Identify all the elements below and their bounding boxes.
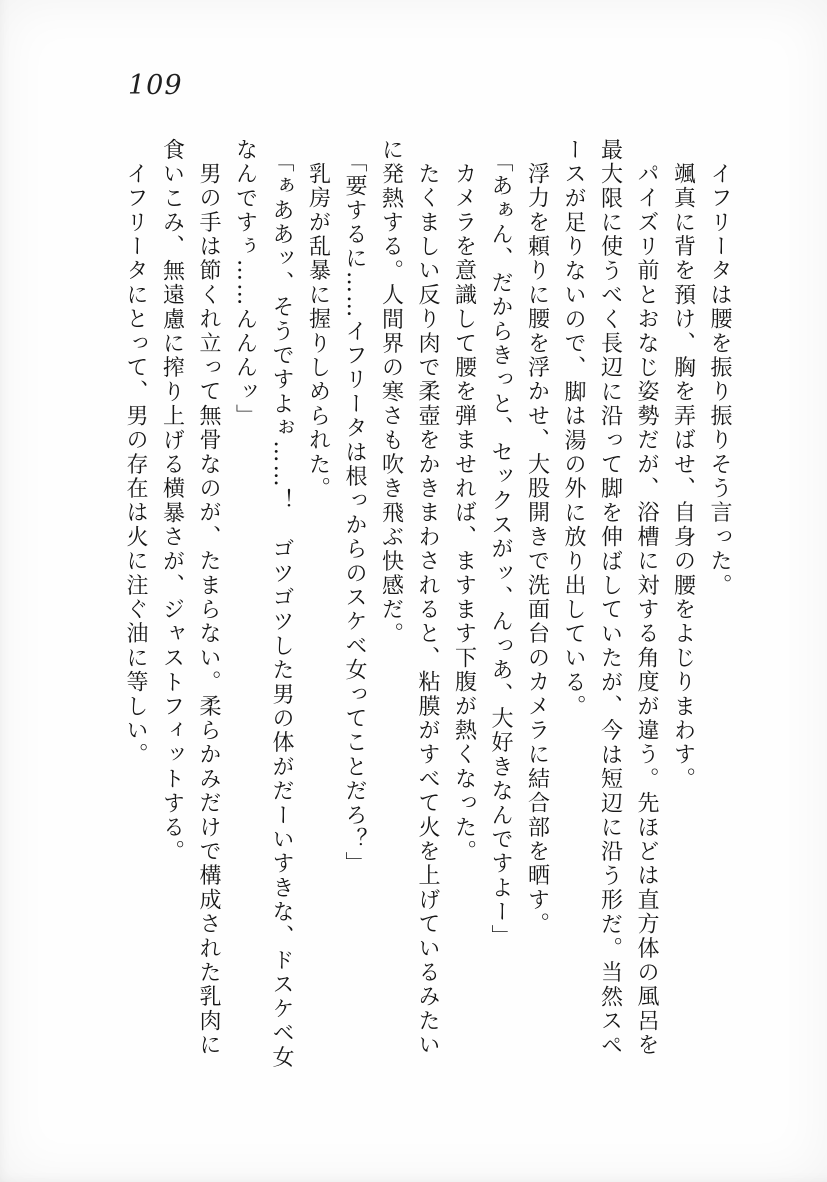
text-line: なんですぅ……んんんッ」	[232, 138, 258, 429]
text-line: パイズリ前とおなじ姿勢だが、浴槽に対する角度が違う。先ほどは直方体の風呂を	[634, 162, 659, 1058]
text-line: 「あぁん、だからきっと、セックスがッ、んっあ、大好きなんですよー」	[488, 150, 513, 949]
text-line: 食いこみ、無遠慮に搾り上げる横暴さが、ジャストフィットする。	[159, 138, 185, 864]
text-line: たくましい反り肉で柔壺をかきまわされると、粘膜がすべて火を上げているみたい	[415, 162, 440, 1058]
text-line: 颯真に背を預け、胸を弄ばせ、自身の腰をよじりまわす。	[670, 162, 696, 792]
page-number: 109	[128, 70, 183, 101]
text-line: 乳房が乱暴に握りしめられた。	[305, 162, 331, 501]
text-block	[115, 138, 737, 1070]
text-line: ースが足りないので、脚は湯の外に放り出している。	[561, 138, 586, 719]
text-line: 最大限に使うべく長辺に沿って脚を伸ばしていたが、今は短辺に沿う形だ。当然スペ	[597, 138, 623, 1058]
text-line: カメラを意識して腰を弾ませれば、ますます下腹が熱くなった。	[451, 162, 477, 864]
text-line: 男の手は節くれ立って無骨なのが、たまらない。柔らかみだけで構成された乳肉に	[196, 162, 221, 1058]
text-line: に発熱する。人間界の寒さも吹き飛ぶ快感だ。	[378, 138, 404, 647]
text-line: 「要するに……イフリータは根っからのスケベ女ってことだろ？」	[342, 150, 367, 877]
text-line: 「ぁああッ、そうですよぉ……！ ゴツゴツした男の体がだーいすきな、ドスケベ女	[269, 150, 294, 1070]
text-line: イフリータは腰を振り振りそう言った。	[707, 162, 732, 598]
text-line: 浮力を頼りに腰を浮かせ、大股開きで洗面台のカメラに結合部を晒す。	[524, 162, 550, 937]
text-line: イフリータにとって、男の存在は火に注ぐ油に等しい。	[123, 162, 148, 768]
